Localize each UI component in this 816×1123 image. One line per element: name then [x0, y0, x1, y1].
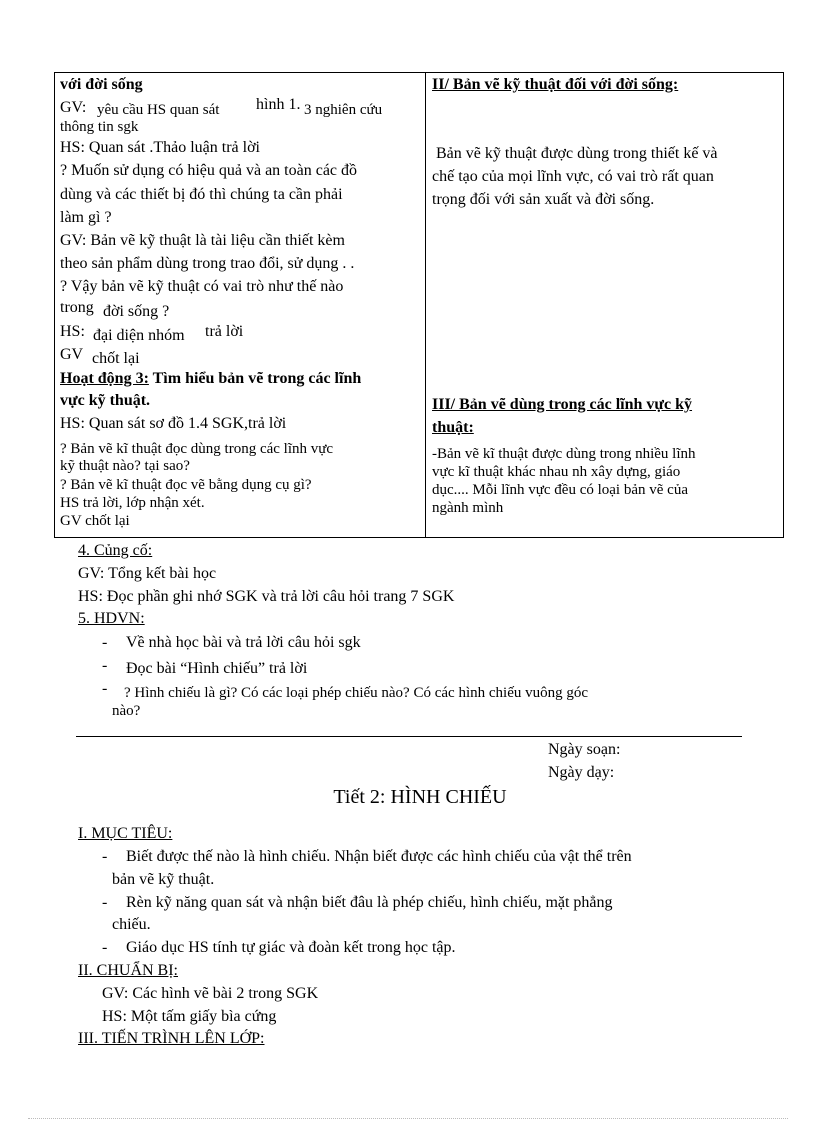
cungco-gv: GV: Tổng kết bài học — [78, 565, 217, 582]
section-2-line-2: chế tạo của mọi lĩnh vực, có vai trò rất quan — [432, 168, 714, 185]
lesson-title — [0, 786, 816, 809]
left-line-12a: GV — [60, 346, 84, 363]
muctieu-bullet-3: - — [102, 939, 108, 956]
hdvn-item-1: Về nhà học bài và trả lời câu hỏi sgk — [126, 634, 361, 651]
left-line-18: GV chốt lại — [60, 513, 130, 529]
activity-3-heading — [60, 370, 361, 388]
left-line-11c: trả lời — [205, 323, 244, 340]
left-line-2: thông tin sgk — [60, 119, 139, 135]
section-3-heading-2: thuật: — [432, 419, 474, 436]
left-line-3: HS: Quan sát .Thảo luận trả lời — [60, 139, 260, 156]
date-day: Ngày dạy: — [548, 764, 615, 781]
left-line-11a: HS: — [60, 323, 85, 340]
left-line-17: HS trả lời, lớp nhận xét. — [60, 495, 205, 511]
section-3-line-2: vực kĩ thuật khác nhau nh xây dựng, giáo — [432, 464, 681, 480]
hdvn-bullet-3: - — [102, 680, 108, 697]
section-3-heading-1: III/ Bản vẽ dùng trong các lĩnh vực kỹ — [432, 396, 693, 413]
muctieu-item-1b: bản vẽ kỹ thuật. — [112, 871, 215, 888]
left-line-1b: yêu cầu HS quan sát — [97, 102, 220, 118]
section-3-line-4: ngành mình — [432, 500, 504, 516]
left-line-11b: đại diện nhóm — [93, 327, 185, 344]
activity-3-title-line2: vực kỹ thuật. — [60, 392, 151, 409]
left-line-10a: trong — [60, 299, 94, 316]
muctieu-item-2b: chiếu. — [112, 916, 151, 933]
left-line-6: làm gì ? — [60, 209, 112, 226]
muctieu-item-2a: Rèn kỹ năng quan sát và nhận biết đâu là phép chiếu, hình chiếu, mặt phẳng — [126, 894, 613, 911]
left-line-5: dùng và các thiết bị đó thì chúng ta cần phải — [60, 186, 343, 203]
chuanbi-gv: GV: Các hình vẽ bài 2 trong SGK — [102, 985, 319, 1002]
muctieu-item-3: Giáo dục HS tính tự giác và đoàn kết trong học tập. — [126, 939, 456, 956]
section-3-line-1: -Bản vẽ kĩ thuật được dùng trong nhiều lĩnh — [432, 446, 696, 462]
hdvn-item-3-cont: nào? — [112, 703, 141, 719]
hdvn-bullet-1: - — [102, 634, 108, 651]
left-line-14: ? Bản vẽ kĩ thuật đọc dùng trong các lĩnh vực — [60, 441, 334, 457]
hdvn-bullet-2: - — [102, 657, 108, 674]
left-line-1a: GV: — [60, 99, 87, 116]
chuanbi-heading: II. CHUẨN BỊ: — [78, 962, 178, 979]
page-bottom-dotted-line — [28, 1118, 788, 1119]
section-2-heading: II/ Bản vẽ kỹ thuật đối với đời sống: — [432, 76, 679, 93]
tientrinh-heading: III. TIẾN TRÌNH LÊN LỚP: — [78, 1030, 265, 1047]
cungco-heading: 4. Củng cố: — [78, 542, 153, 559]
left-line-1c: hình 1. — [256, 96, 301, 113]
hdvn-item-2: Đọc bài “Hình chiếu” trả lời — [126, 660, 308, 677]
left-line-7: GV: Bản vẽ kỹ thuật là tài liệu cần thiết kèm — [60, 232, 345, 249]
left-title-cont: với đời sống — [60, 76, 143, 93]
left-line-16: ? Bản vẽ kĩ thuật đọc vẽ bằng dụng cụ gì? — [60, 477, 312, 493]
hdvn-heading: 5. HDVN: — [78, 610, 145, 627]
muctieu-bullet-1: - — [102, 848, 108, 865]
muctieu-heading: I. MỤC TIÊU: — [78, 825, 173, 842]
muctieu-item-1a: Biết được thế nào là hình chiếu. Nhận biết được các hình chiếu của vật thể trên — [126, 848, 632, 865]
lesson-title-text: Tiết 2: HÌNH CHIẾU — [333, 786, 507, 808]
left-line-12b: chốt lại — [92, 350, 140, 367]
left-line-10b: đời sống ? — [103, 303, 170, 320]
table-column-divider — [425, 72, 426, 538]
section-2-line-3: trọng đối với sản xuất và đời sống. — [432, 191, 655, 208]
section-3-line-3: dục.... Mỗi lĩnh vực đều có loại bản vẽ của — [432, 482, 688, 498]
date-soan: Ngày soạn: — [548, 741, 621, 758]
left-line-9: ? Vậy bản vẽ kỹ thuật có vai trò như thế nào — [60, 278, 344, 295]
activity-3-label: Hoạt động 3: — [60, 370, 149, 387]
left-line-4: ? Muốn sử dụng có hiệu quả và an toàn các đồ — [60, 162, 358, 179]
cungco-hs: HS: Đọc phần ghi nhớ SGK và trả lời câu hỏi trang 7 SGK — [78, 588, 455, 605]
muctieu-bullet-2: - — [102, 894, 108, 911]
activity-3-title: Tìm hiểu bản vẽ trong các lĩnh — [148, 370, 362, 387]
left-line-8: theo sản phẩm dùng trong trao đổi, sử dụng . . — [60, 255, 355, 272]
left-line-1d: 3 nghiên cứu — [304, 102, 383, 118]
hdvn-item-3: ? Hình chiếu là gì? Có các loại phép chiếu nào? Có các hình chiếu vuông góc — [124, 685, 589, 701]
section-2-line-1: Bản vẽ kỹ thuật được dùng trong thiết kế và — [436, 145, 718, 162]
section-divider — [76, 736, 742, 737]
left-line-15: kỹ thuật nào? tại sao? — [60, 458, 190, 474]
chuanbi-hs: HS: Một tấm giấy bìa cứng — [102, 1008, 277, 1025]
left-line-13: HS: Quan sát sơ đồ 1.4 SGK,trả lời — [60, 415, 287, 432]
